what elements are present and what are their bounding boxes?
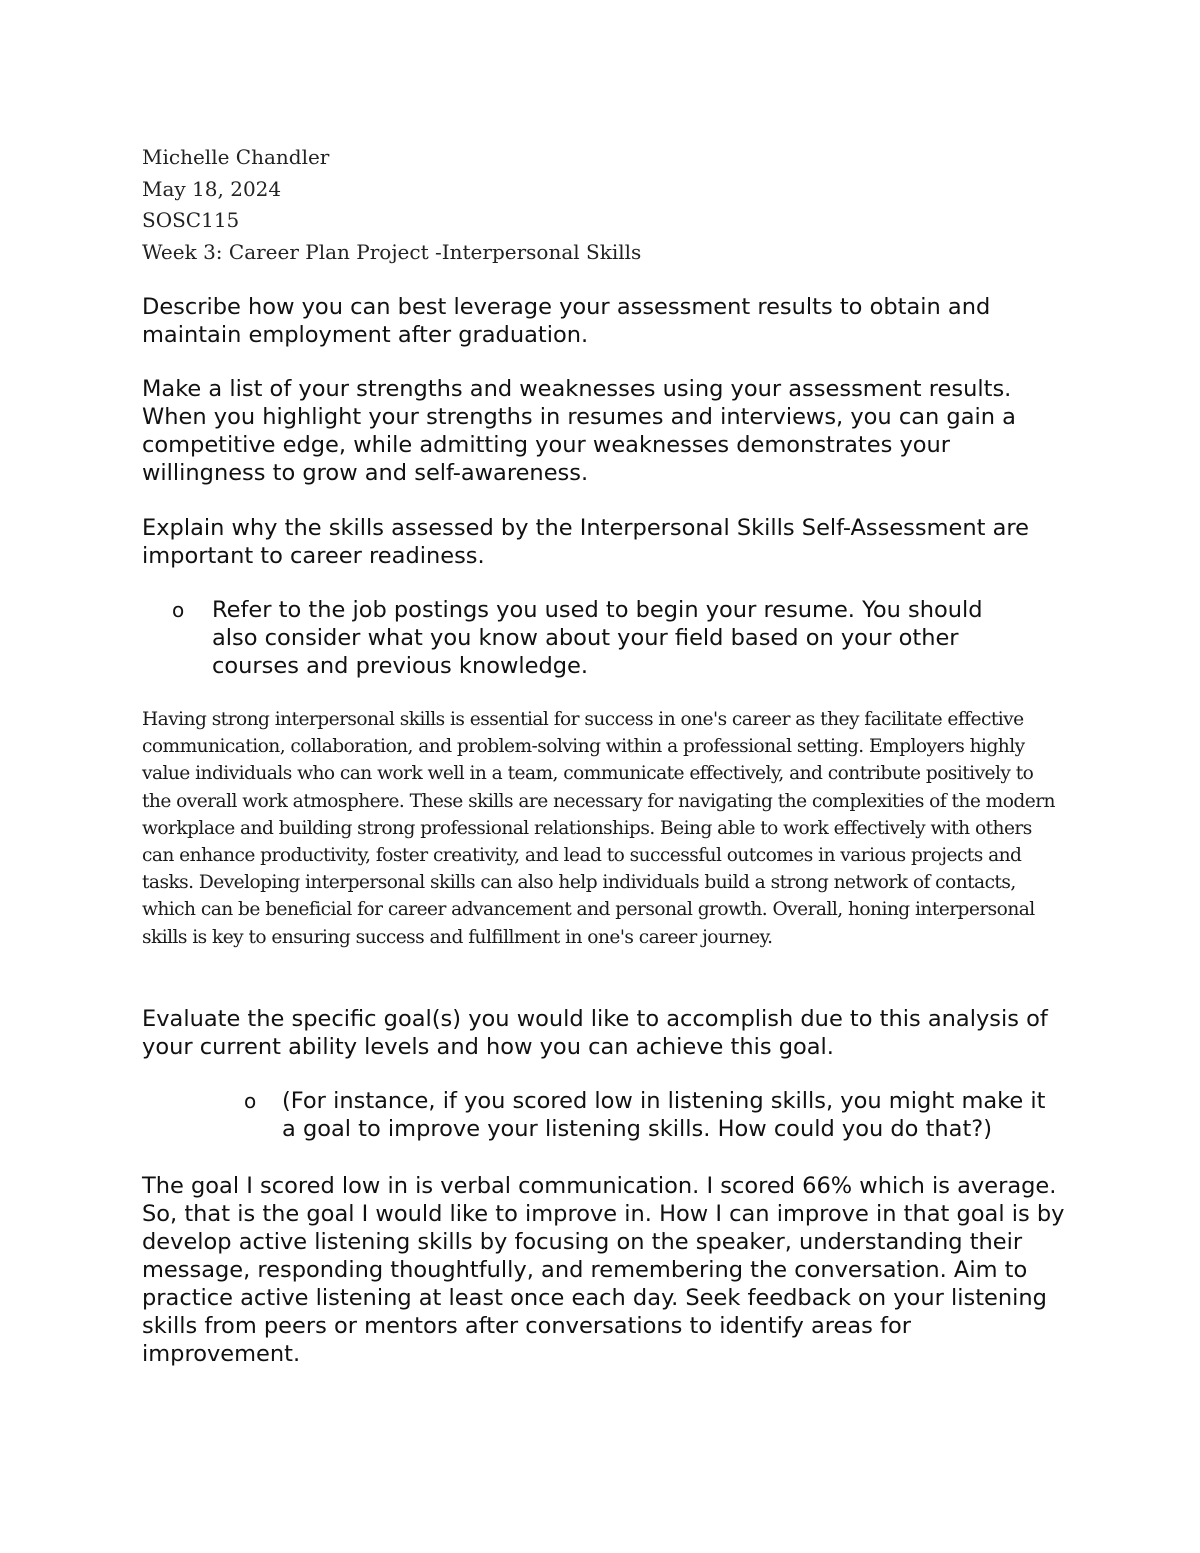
course-code: SOSC115 xyxy=(142,208,240,232)
prompt-leverage: Describe how you can best leverage your assessment results to obtain and maintain employment after graduation. xyxy=(142,294,991,348)
assignment-title: Week 3: Career Plan Project -Interpersonal Skills xyxy=(142,239,642,264)
document-date: May 18, 2024 xyxy=(142,176,282,201)
answer-goal: The goal I scored low in is verbal communication. I scored 66% which is average. So, that is the goal I would like to improve in. How I can improve in that goal is by develop active listening skills by focusing on the speaker, understanding their message, responding thoughtfully, and remembering the conversation. Aim to practice active listening at least once each day. Seek feedback on your listening skills from peers or mentors after conversations to identify areas for improvement. xyxy=(142,1173,1065,1367)
prompt-goal: Evaluate the specific goal(s) you would like to accomplish due to this analysis of your current ability levels and how you can achieve this goal. xyxy=(142,1006,1048,1060)
answer-importance: Having strong interpersonal skills is essential for success in one's career as they facilitate effective communication, collaboration, and problem-solving within a professional setting. Employers highly value individuals who can work well in a team, communicate effectively, and contribute positively to the overall work atmosphere. These skills are necessary for navigating the complexities of the modern workplace and building strong professional relationships. Being able to work effectively with others can enhance productivity, foster creativity, and lead to successful outcomes in various projects and tasks. Developing interpersonal skills can also help individuals build a strong network of contacts, which can be beneficial for career advancement and personal growth. Overall, honing interpersonal skills is key to ensuring success and fulfillment in one's career journey. xyxy=(142,709,1055,948)
prompt-strengths: Make a list of your strengths and weaknesses using your assessment results. When you highlight your strengths in resumes and interviews, you can gain a competitive edge, while admitting your weaknesses demonstrates your willingness to grow and self-awareness. xyxy=(142,376,1016,486)
bullet-icon: o xyxy=(172,598,185,622)
importance-bullet-text: Refer to the job postings you used to begin your resume. You should also consider what you know about your field based on your other courses and previous knowledge. xyxy=(212,597,983,679)
prompt-importance: Explain why the skills assessed by the Interpersonal Skills Self-Assessment are important to career readiness. xyxy=(142,515,1029,569)
bullet-icon: o xyxy=(244,1089,257,1113)
document-header xyxy=(142,142,1042,268)
goal-bullet-text: (For instance, if you scored low in listening skills, you might make it a goal to improve your listening skills. How could you do that?) xyxy=(282,1088,1046,1142)
author-name: Michelle Chandler xyxy=(142,145,330,169)
